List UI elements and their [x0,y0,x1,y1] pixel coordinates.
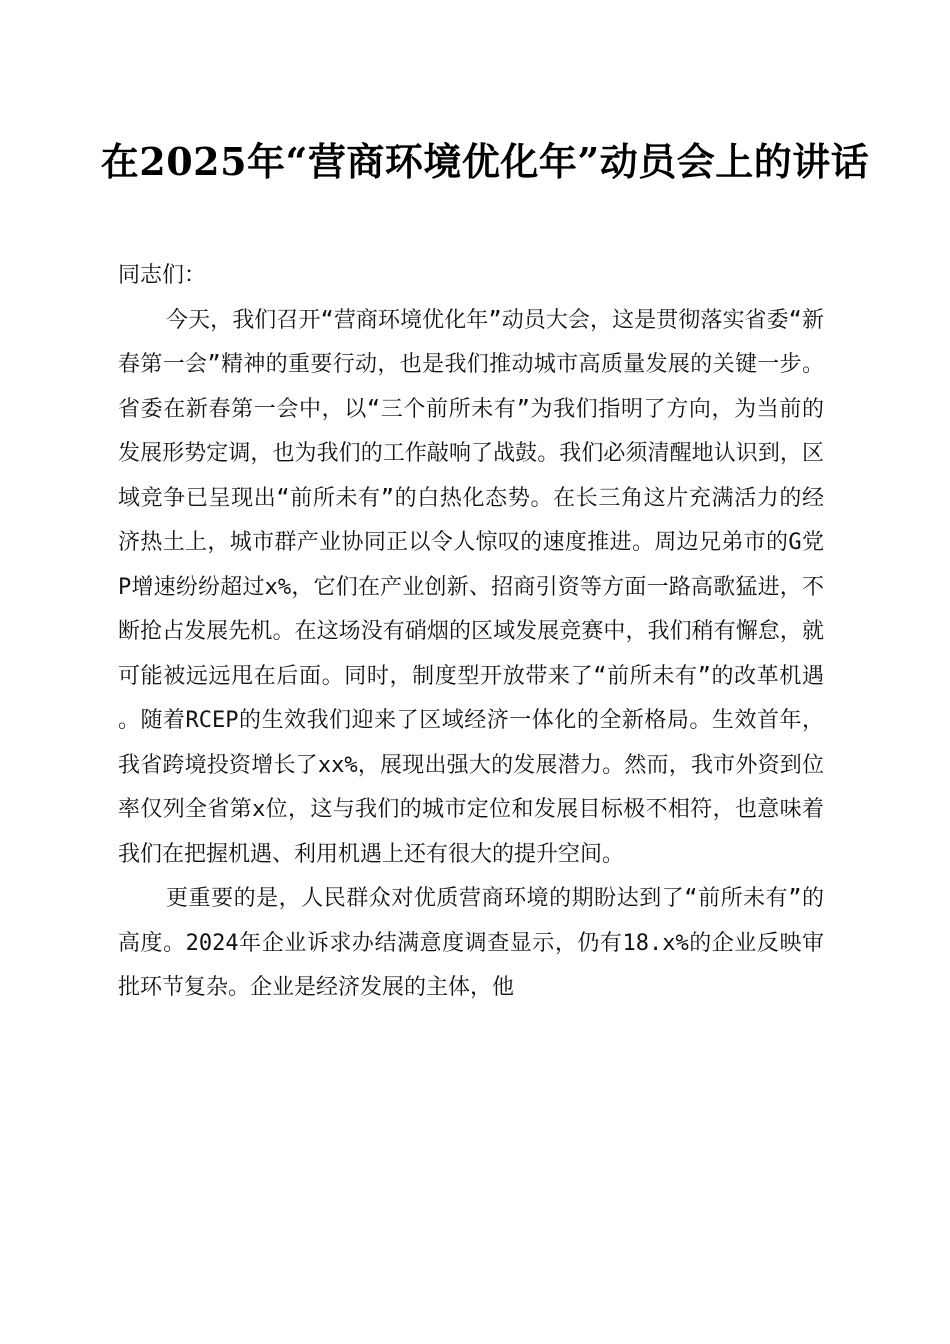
greeting: 同志们： [118,263,207,288]
document-title: 在2025年“营商环境优化年”动员会上的讲话 [100,139,870,184]
document-body [118,254,824,1011]
body-paragraph: 更重要的是，人民群众对优质营商环境的期盼达到了“前所未有”的高度。2024年企业诉求办结满意度调查显示，仍有18.x%的企业反映审批环节复杂。企业是经济发展的主体，他 [118,886,824,1000]
body-paragraph: 今天，我们召开“营商环境优化年”动员大会，这是贯彻落实省委“新春第一会”精神的重要行动，也是我们推动城市高质量发展的关键一步。省委在新春第一会中，以“三个前所未有”为我们指明了方向，为当前的发展形势定调，也为我们的工作敲响了战鼓。我们必须清醒地认识到，区域竞争已呈现出“前所未有”的白热化态势。在长三角这片充满活力的经济热土上，城市群产业协同正以令人惊叹的速度推进。周边兄弟市的G党P增速纷纷超过x%，它们在产业创新、招商引资等方面一路高歌猛进，不断抢占发展先机。在这场没有硝烟的区域发展竞赛中，我们稍有懈怠，就可能被远远甩在后面。同时，制度型开放带来了“前所未有”的改革机遇。随着RCEP的生效我们迎来了区域经济一体化的全新格局。生效首年，我省跨境投资增长了xx%，展现出强大的发展潜力。然而，我市外资到位率仅列全省第x位，这与我们的城市定位和发展目标极不相符，也意味着我们在把握机遇、利用机遇上还有很大的提升空间。 [118,307,824,867]
